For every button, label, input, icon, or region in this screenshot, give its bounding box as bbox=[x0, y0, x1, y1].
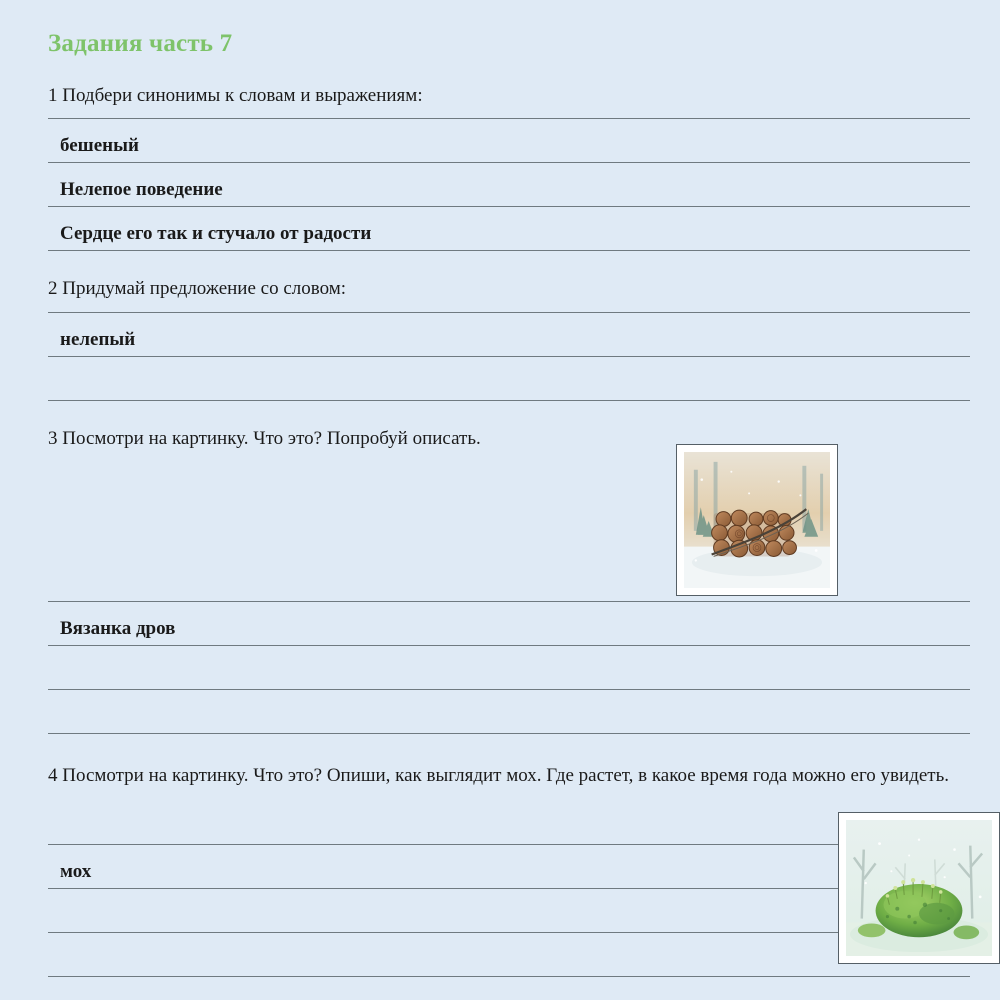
task-3-answer-1: Вязанка дров bbox=[60, 617, 176, 639]
moss-illustration bbox=[838, 812, 1000, 964]
task-2-answer-line-2[interactable] bbox=[48, 357, 970, 401]
task-1-answer-1: бешеный bbox=[60, 135, 139, 157]
task-1-answer-2: Нелепое поведение bbox=[60, 179, 223, 201]
task-4-answer-1: мох bbox=[60, 861, 92, 883]
task-4-answer-line-2[interactable] bbox=[48, 889, 970, 933]
task-3-answer-line-1[interactable] bbox=[48, 602, 970, 646]
task-4-image-space bbox=[48, 798, 970, 844]
task-1-answer-line-3[interactable] bbox=[48, 207, 970, 251]
task-1-answer-line-2[interactable] bbox=[48, 163, 970, 207]
firewood-logs-illustration bbox=[676, 444, 838, 596]
task-4-answer-line-3[interactable] bbox=[48, 933, 970, 977]
task-4 bbox=[48, 764, 970, 977]
firewood-logs-drawing bbox=[684, 452, 830, 588]
task-2-answer-1: нелепый bbox=[60, 328, 136, 350]
moss-drawing bbox=[846, 820, 992, 956]
task-1 bbox=[48, 84, 970, 251]
task-1-prompt: 1 Подбери синонимы к словам и выражениям: bbox=[48, 85, 423, 106]
task-3-answer-line-3[interactable] bbox=[48, 690, 970, 734]
page-title: Задания часть 7 bbox=[48, 30, 233, 57]
task-1-answer-3: Сердце его так и стучало от радости bbox=[60, 223, 372, 245]
task-2-prompt: 2 Придумай предложение со словом: bbox=[48, 278, 347, 300]
task-2 bbox=[48, 277, 970, 400]
task-1-answer-line-1[interactable] bbox=[48, 119, 970, 163]
task-4-prompt: 4 Посмотри на картинку. Что это? Опиши, как выглядит мох. Где растет, в какое время года можно его увидеть. bbox=[48, 764, 950, 786]
task-4-answer-line-1[interactable] bbox=[48, 845, 970, 889]
task-2-answer-line-1[interactable] bbox=[48, 313, 970, 357]
task-3-answer-line-2[interactable] bbox=[48, 646, 970, 690]
task-3-prompt: 3 Посмотри на картинку. Что это? Попробуй описать. bbox=[48, 427, 481, 449]
